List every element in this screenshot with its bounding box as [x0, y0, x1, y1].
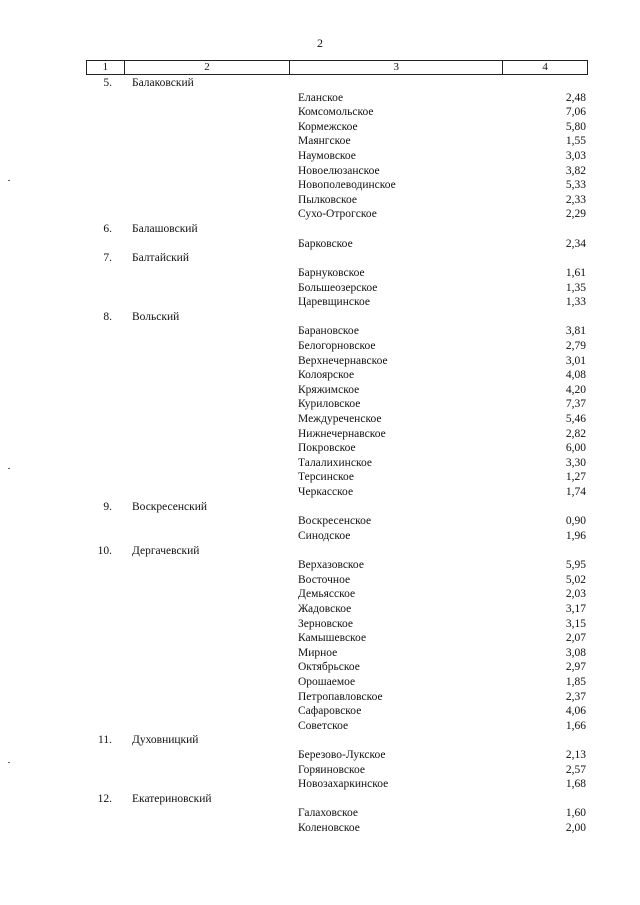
settlement-row: [0, 354, 640, 369]
settlement-value: 1,61: [565, 266, 586, 279]
settlement-name: Орошаемое: [298, 675, 356, 688]
settlement-value: 1,96: [565, 529, 586, 542]
settlement-value: 3,30: [565, 456, 586, 469]
settlement-row: [0, 514, 640, 529]
settlement-name: Сухо-Отрогское: [298, 208, 377, 221]
settlement-row: [0, 383, 640, 398]
settlement-name: Новополеводинское: [298, 179, 396, 192]
settlement-value: 4,06: [565, 705, 586, 718]
settlement-name: Демьясское: [298, 588, 356, 601]
settlement-name: Талалихинское: [298, 456, 372, 469]
settlement-value: 2,00: [565, 822, 586, 835]
district-number: 11.: [98, 734, 112, 747]
settlement-name: Пылковское: [298, 193, 357, 206]
settlement-row: [0, 777, 640, 792]
settlement-name: Жадовское: [298, 602, 352, 615]
settlement-row: [0, 617, 640, 632]
settlement-row: [0, 704, 640, 719]
district-row: [0, 310, 640, 325]
settlement-row: [0, 646, 640, 661]
settlement-name: Кряжимское: [298, 383, 360, 396]
settlement-name: Зерновское: [298, 617, 353, 630]
district-number: 10.: [97, 544, 112, 557]
settlement-value: 4,20: [565, 383, 586, 396]
settlement-value: 2,33: [565, 193, 586, 206]
settlement-row: [0, 660, 640, 675]
settlement-value: 1,55: [565, 135, 586, 148]
settlement-row: [0, 368, 640, 383]
settlement-value: 2,82: [565, 427, 586, 440]
settlement-row: [0, 91, 640, 106]
district-row: [0, 792, 640, 807]
settlement-row: [0, 456, 640, 471]
settlement-value: 3,17: [565, 602, 586, 615]
district-number: 5.: [103, 77, 112, 89]
settlement-name: Барковское: [298, 237, 353, 250]
column-header-2: 2: [125, 61, 290, 74]
settlement-name: Колоярское: [298, 369, 355, 382]
settlement-name: Черкасское: [298, 486, 354, 499]
settlement-row: [0, 675, 640, 690]
settlement-row: [0, 719, 640, 734]
settlement-row: [0, 587, 640, 602]
settlement-value: 3,03: [565, 150, 586, 163]
settlement-value: 1,85: [565, 675, 586, 688]
settlement-row: [0, 690, 640, 705]
settlement-value: 1,60: [565, 807, 586, 820]
settlement-name: Царевщинское: [298, 296, 370, 309]
settlement-value: 3,15: [565, 617, 586, 630]
settlement-value: 5,80: [565, 120, 586, 133]
settlement-name: Белогорновское: [298, 339, 376, 352]
settlement-row: [0, 397, 640, 412]
settlement-row: [0, 193, 640, 208]
district-number: 8.: [103, 310, 112, 323]
district-name: Духовницкий: [132, 734, 199, 747]
settlement-row: [0, 237, 640, 252]
settlement-name: Новоелюзанское: [298, 164, 380, 177]
settlement-value: 2,79: [565, 339, 586, 352]
settlement-name: Большеозерское: [298, 281, 378, 294]
settlement-value: 0,90: [565, 515, 586, 528]
settlement-row: [0, 412, 640, 427]
district-name: Дергачевский: [132, 544, 200, 557]
district-name: Екатериновский: [132, 792, 212, 805]
district-number: 9.: [103, 500, 112, 513]
settlement-row: [0, 207, 640, 222]
settlement-row: [0, 427, 640, 442]
settlement-value: 1,68: [565, 778, 586, 791]
settlement-row: [0, 470, 640, 485]
district-row: [0, 251, 640, 266]
district-name: Балашовский: [132, 223, 198, 236]
district-table-body: [0, 76, 640, 836]
settlement-name: Восточное: [298, 573, 351, 586]
settlement-value: 2,48: [565, 91, 586, 104]
settlement-value: 2,13: [565, 749, 586, 762]
settlement-name: Маянгское: [298, 135, 351, 148]
settlement-row: [0, 339, 640, 354]
settlement-row: [0, 295, 640, 310]
settlement-row: [0, 748, 640, 763]
district-name: Вольский: [132, 310, 180, 323]
settlement-row: [0, 281, 640, 296]
settlement-name: Наумовское: [298, 150, 356, 163]
settlement-name: Синодское: [298, 529, 351, 542]
settlement-name: Комсомольское: [298, 106, 374, 119]
settlement-value: 5,02: [565, 573, 586, 586]
page-number: 2: [317, 36, 323, 50]
district-name: Балаковский: [132, 77, 194, 89]
settlement-name: Барановское: [298, 325, 359, 338]
settlement-value: 6,00: [565, 442, 586, 455]
settlement-row: [0, 573, 640, 588]
settlement-name: Покровское: [298, 442, 356, 455]
district-row: [0, 500, 640, 515]
settlement-name: Междуреченское: [298, 413, 382, 426]
settlement-row: [0, 529, 640, 544]
settlement-row: [0, 105, 640, 120]
district-number: 6.: [103, 223, 112, 236]
district-row: [0, 733, 640, 748]
settlement-value: 3,01: [565, 354, 586, 367]
settlement-value: 2,34: [565, 237, 586, 250]
settlement-value: 1,35: [565, 281, 586, 294]
settlement-row: [0, 821, 640, 836]
settlement-value: 5,46: [565, 413, 586, 426]
settlement-value: 2,37: [565, 690, 586, 703]
settlement-value: 3,81: [565, 325, 586, 338]
settlement-value: 1,27: [565, 471, 586, 484]
settlement-row: [0, 134, 640, 149]
district-number: 7.: [103, 252, 112, 265]
settlement-row: [0, 149, 640, 164]
settlement-name: Терсинское: [298, 471, 354, 484]
settlement-name: Еланское: [298, 91, 344, 104]
settlement-row: [0, 806, 640, 821]
settlement-row: [0, 602, 640, 617]
settlement-name: Воскресенское: [298, 515, 372, 528]
settlement-name: Верхнечернавское: [298, 354, 388, 367]
settlement-value: 2,03: [565, 588, 586, 601]
settlement-name: Горяиновское: [298, 763, 365, 776]
district-name: Балтайский: [132, 252, 189, 265]
settlement-value: 3,08: [565, 646, 586, 659]
settlement-name: Березово-Лукское: [298, 749, 386, 762]
settlement-name: Кормежское: [298, 120, 358, 133]
settlement-value: 7,37: [565, 398, 586, 411]
settlement-value: 2,07: [565, 632, 586, 645]
settlement-name: Барнуковское: [298, 266, 365, 279]
settlement-row: [0, 324, 640, 339]
settlement-value: 2,29: [565, 208, 586, 221]
settlement-value: 2,97: [565, 661, 586, 674]
settlement-value: 2,57: [565, 763, 586, 776]
settlement-name: Советское: [298, 719, 349, 732]
column-header-1: 1: [87, 61, 125, 74]
settlement-name: Камышевское: [298, 632, 367, 645]
district-row: [0, 76, 640, 91]
settlement-name: Куриловское: [298, 398, 361, 411]
settlement-value: 5,33: [565, 179, 586, 192]
settlement-row: [0, 164, 640, 179]
settlement-name: Петропавловское: [298, 690, 383, 703]
settlement-row: [0, 441, 640, 456]
settlement-name: Октябрьское: [298, 661, 360, 674]
district-row: [0, 544, 640, 559]
settlement-row: [0, 120, 640, 135]
settlement-name: Сафаровское: [298, 705, 362, 718]
settlement-value: 3,82: [565, 164, 586, 177]
settlement-name: Коленовское: [298, 822, 360, 835]
settlement-row: [0, 485, 640, 500]
column-header-3: 3: [290, 61, 503, 74]
settlement-row: [0, 631, 640, 646]
settlement-row: [0, 558, 640, 573]
settlement-name: Верхазовское: [298, 559, 364, 572]
district-number: 12.: [97, 792, 112, 805]
settlement-name: Новозахаркинское: [298, 778, 389, 791]
district-name: Воскресенский: [132, 500, 208, 513]
settlement-name: Мирное: [298, 646, 338, 659]
settlement-value: 4,08: [565, 369, 586, 382]
settlement-row: [0, 178, 640, 193]
column-header-4: 4: [542, 61, 548, 73]
column-header-row: [86, 60, 588, 75]
settlement-name: Нижнечернавское: [298, 427, 386, 440]
settlement-value: 5,95: [565, 559, 586, 572]
settlement-value: 7,06: [565, 106, 586, 119]
settlement-value: 1,66: [565, 719, 586, 732]
settlement-name: Галаховское: [298, 807, 358, 820]
district-row: [0, 222, 640, 237]
settlement-row: [0, 763, 640, 778]
settlement-value: 1,74: [565, 486, 586, 499]
settlement-value: 1,33: [565, 296, 586, 309]
settlement-row: [0, 266, 640, 281]
